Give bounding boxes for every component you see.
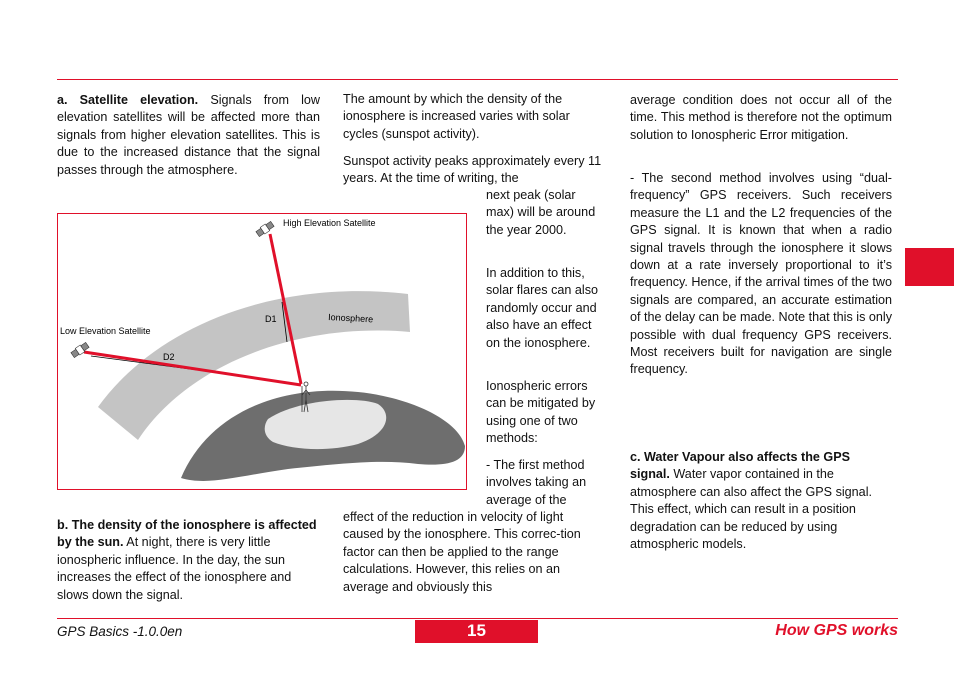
- sunspot-paragraph-end: next peak (solar max) will be around the year 2000.: [486, 188, 596, 237]
- high-satellite-icon: [255, 221, 274, 238]
- footer-doc-title: GPS Basics -1.0.0en: [57, 624, 183, 639]
- footer-chapter-title: How GPS works: [775, 622, 898, 639]
- d1-label: D1: [265, 314, 277, 324]
- water-vapour-heading: c. Water Vapour also affects the GPS signal.: [630, 450, 850, 482]
- ionosphere-figure: [57, 213, 467, 490]
- chapter-tab: [905, 248, 954, 286]
- bottom-rule: [57, 618, 898, 619]
- dual-frequency-paragraph: - The second method involves using “dual-frequency” GPS receivers. Such receivers measure the L1 and the L2 frequencies of the GPS signal. It is known that when a radio signal travels through the ionosphere it slows down at a rate inversely proportional to it’s frequency. Hence, if the arrival times of the two signals are compared, an accurate estimation of the delay can be made. Note that this is only possible with dual frequency GPS receivers. Most receivers built for navigation are single frequency.: [630, 171, 892, 377]
- ionosphere-label: Ionosphere: [327, 312, 374, 325]
- ionosphere-diagram: [58, 214, 467, 490]
- ionosphere-density-text: At night, there is very little ionospheric influence. In the day, the sun increases the effect of the ionosphere and slows down the signal.: [57, 535, 292, 602]
- satellite-elevation-text: Signals from low elevation satellites will be affected more than signals from higher elevation satellites. This is due to the increased distance that the signal passes through the atmosphere.: [57, 93, 321, 177]
- first-method-paragraph: - The first method involves taking an average of the: [486, 458, 587, 507]
- mitigation-paragraph: Ionospheric errors can be mitigated by using one of two methods:: [486, 379, 596, 446]
- ionosphere-density-paragraph: [57, 517, 320, 604]
- solar-cycles-paragraph: The amount by which the density of the ionosphere is increased varies with solar cycles (sunspot activity).: [343, 92, 570, 141]
- satellite-elevation-paragraph: [57, 92, 320, 179]
- low-satellite-icon: [70, 342, 89, 359]
- satellite-elevation-heading: a. Satellite elevation.: [57, 93, 199, 107]
- top-rule: [57, 79, 898, 80]
- water-vapour-text: Water vapor contained in the atmosphere can also affect the GPS signal. This effect, which can result in a position degradation can be reduced by using atmospheric models.: [630, 467, 872, 552]
- high-satellite-label: High Elevation Satellite: [283, 218, 376, 228]
- d2-label: D2: [163, 352, 175, 362]
- sunspot-paragraph-start: Sunspot activity peaks approximately every 11 years. At the time of writing, the: [343, 154, 602, 186]
- first-method-continued: effect of the reduction in velocity of light caused by the ionosphere. This correc-tion factor can then be applied to the range calculations. However, this relies on an average and obviously this: [343, 510, 581, 594]
- average-condition-paragraph: average condition does not occur all of the time. This method is therefore not the optimum solution to Ionospheric Error mitigation.: [630, 93, 892, 142]
- solar-flares-paragraph: In addition to this, solar flares can also randomly occur and also have an effect on the ionosphere.: [486, 266, 598, 350]
- water-vapour-paragraph: [630, 449, 892, 553]
- page-number: 15: [415, 620, 538, 643]
- ionosphere-density-heading: b. The density of the ionosphere is affected by the sun.: [57, 518, 317, 550]
- low-satellite-label: Low Elevation Satellite: [60, 326, 151, 336]
